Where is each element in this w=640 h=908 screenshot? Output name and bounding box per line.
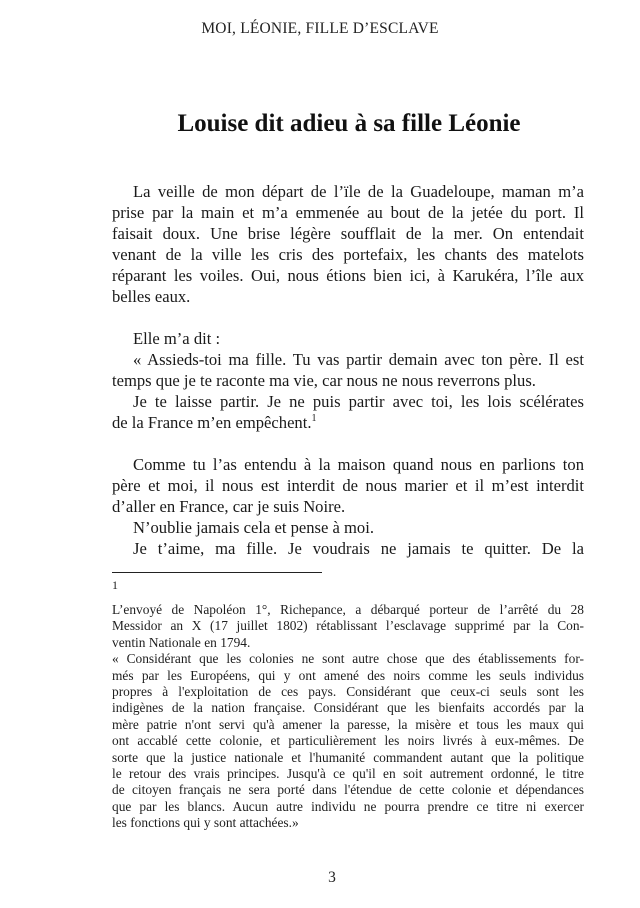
text-line (112, 412, 584, 433)
paragraph-7 (112, 538, 584, 559)
text-line: « Assieds-toi ma fille. Tu vas partir demain avec ton père. Il est (133, 350, 584, 369)
text-line: Comme tu l’as entendu à la maison quand nous en parlions ton (133, 455, 584, 474)
paragraph-4 (112, 391, 584, 433)
text-line: réparant les voiles. Oui, nous étions bien ici, à Karukéra, l’île aux (112, 266, 584, 285)
paragraph-gap (112, 433, 584, 454)
footnote-line: propres à l'exploitation de ces pays. Considérant que ceux-ci seuls sont les (112, 683, 584, 699)
footnote-reference[interactable]: 1 (311, 413, 317, 424)
footnote-separator (112, 572, 322, 573)
running-head: MOI, LÉONIE, FILLE D’ESCLAVE (201, 20, 439, 37)
text-line: d’aller en France, car je suis Noire. (112, 497, 346, 516)
chapter-title: Louise dit adieu à sa fille Léonie (177, 110, 521, 137)
text-line: prise par la main et m’a emmenée au bout de la jetée du port. Il (112, 203, 584, 222)
text-line: Je te laisse partir. Je ne puis partir avec toi, les lois scélérates (133, 392, 584, 411)
text-line: La veille de mon départ de l’ïle de la Guadeloupe, maman m’a (133, 182, 584, 201)
footnote-line: ont accablé cette colonie, et particulièrement les noirs livrés à eux-mêmes. De (112, 733, 584, 749)
paragraph-2 (112, 328, 584, 349)
paragraph-3 (112, 349, 584, 391)
text-line: faisait doux. Une brise légère soufflait de la mer. On entendait (112, 224, 584, 243)
footnote-line: ventin Nationale en 1794. (112, 634, 251, 650)
text-line: père et moi, il nous est interdit de nous marier et il m’est interdit (112, 476, 584, 495)
text-line: belles eaux. (112, 287, 191, 306)
paragraph-gap (112, 307, 584, 328)
footnote-line: indigènes de la nation française. Considérant que les bienfaits accordés par la (112, 700, 584, 716)
paragraph-1 (112, 181, 584, 307)
text-line-content: de la France m’en empêchent. (112, 413, 312, 432)
paragraph-6 (112, 517, 584, 538)
footnote-line: més par les Européens, qui y ont amené des noirs comme les seuls individus (112, 667, 584, 683)
footnote-line: Messidor an X (17 juillet 1802) rétablissant l’esclavage supprimé par la Con- (112, 618, 584, 634)
footnote-line: sorte que la justice nationale et l'humanité commandent autant que la politique (112, 749, 584, 765)
footnote-text (112, 602, 584, 831)
text-line: venant de la ville les cris des portefaix, les chants des matelots (112, 245, 584, 264)
footnote-number: 1 (112, 578, 118, 592)
text-line: N’oublie jamais cela et pense à moi. (133, 518, 374, 537)
footnote-line: le retour des vrais principes. Jusqu'à ce qu'il en soit autrement ordonné, le titre (112, 765, 584, 781)
footnote-line: les fonctions qui y sont attachées.» (112, 815, 299, 831)
text-line: Elle m’a dit : (133, 329, 221, 348)
footnote-line: mère patrie n'ont servi qu'à amener la paresse, la misère et tous les maux qui (112, 716, 584, 732)
page-number: 3 (328, 869, 336, 886)
paragraph-5 (112, 454, 584, 517)
text-line: temps que je te raconte ma vie, car nous ne nous reverrons plus. (112, 371, 536, 390)
body-text (112, 181, 584, 559)
footnote-line: « Considérant que les colonies ne sont autre chose que des établissements for- (112, 651, 584, 667)
footnote-line: que par les blancs. Aucun autre individu ne pourra prendre ce titre ni exercer (112, 798, 584, 814)
footnote-line: L’envoyé de Napoléon 1°, Richepance, a débarqué porteur de l’arrêté du 28 (112, 602, 584, 617)
footnote-line: de citoyen français ne sera porté dans l'étendue de cette colonie et dépendances (112, 782, 584, 798)
text-line: Je t’aime, ma fille. Je voudrais ne jamais te quitter. De la (133, 539, 584, 558)
